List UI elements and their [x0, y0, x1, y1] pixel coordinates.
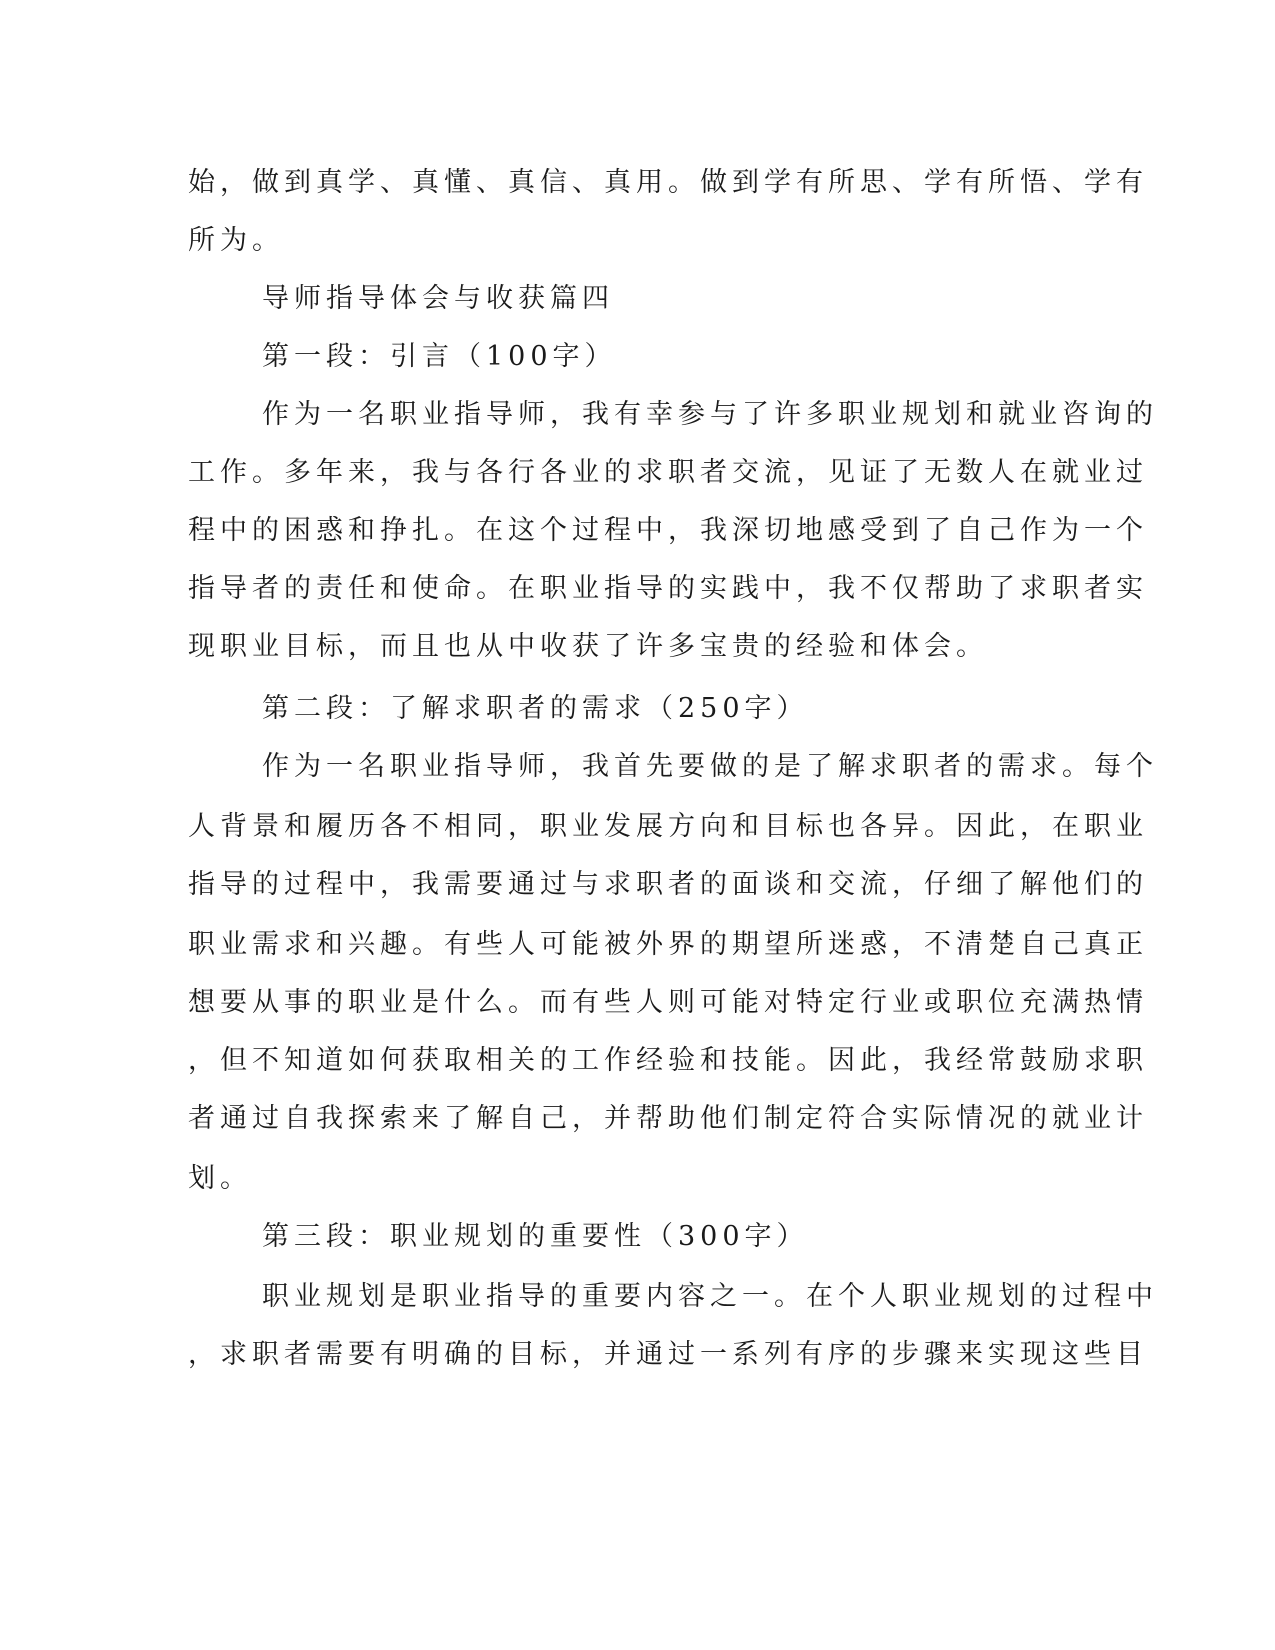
- text-line: 现职业目标，而且也从中收获了许多宝贵的经验和体会。: [188, 631, 988, 662]
- section-heading: 第一段：引言（100字）: [262, 341, 617, 372]
- text-line: 所为。: [188, 225, 284, 256]
- section-heading: 第三段：职业规划的重要性（300字）: [262, 1221, 809, 1252]
- text-line: 指导者的责任和使命。在职业指导的实践中，我不仅帮助了求职者实: [188, 573, 1148, 604]
- text-line: 职业规划是职业指导的重要内容之一。在个人职业规划的过程中: [262, 1281, 1158, 1312]
- text-line: 作为一名职业指导师，我有幸参与了许多职业规划和就业咨询的: [262, 399, 1158, 430]
- text-line: 划。: [188, 1163, 252, 1194]
- text-line: 想要从事的职业是什么。而有些人则可能对特定行业或职位充满热情: [188, 987, 1148, 1018]
- section-heading: 第二段：了解求职者的需求（250字）: [262, 693, 809, 724]
- text-line: ，求职者需要有明确的目标，并通过一系列有序的步骤来实现这些目: [188, 1339, 1148, 1370]
- text-line: 者通过自我探索来了解自己，并帮助他们制定符合实际情况的就业计: [188, 1103, 1148, 1134]
- text-line: 程中的困惑和挣扎。在这个过程中，我深切地感受到了自己作为一个: [188, 515, 1148, 546]
- text-line: ，但不知道如何获取相关的工作经验和技能。因此，我经常鼓励求职: [188, 1045, 1148, 1076]
- text-line: 指导的过程中，我需要通过与求职者的面谈和交流，仔细了解他们的: [188, 869, 1148, 900]
- text-line: 工作。多年来，我与各行各业的求职者交流，见证了无数人在就业过: [188, 457, 1148, 488]
- section-heading: 导师指导体会与收获篇四: [262, 283, 614, 314]
- text-line: 人背景和履历各不相同，职业发展方向和目标也各异。因此，在职业: [188, 811, 1148, 842]
- text-line: 作为一名职业指导师，我首先要做的是了解求职者的需求。每个: [262, 751, 1158, 782]
- text-line: 职业需求和兴趣。有些人可能被外界的期望所迷惑，不清楚自己真正: [188, 929, 1148, 960]
- text-line: 始，做到真学、真懂、真信、真用。做到学有所思、学有所悟、学有: [188, 167, 1148, 198]
